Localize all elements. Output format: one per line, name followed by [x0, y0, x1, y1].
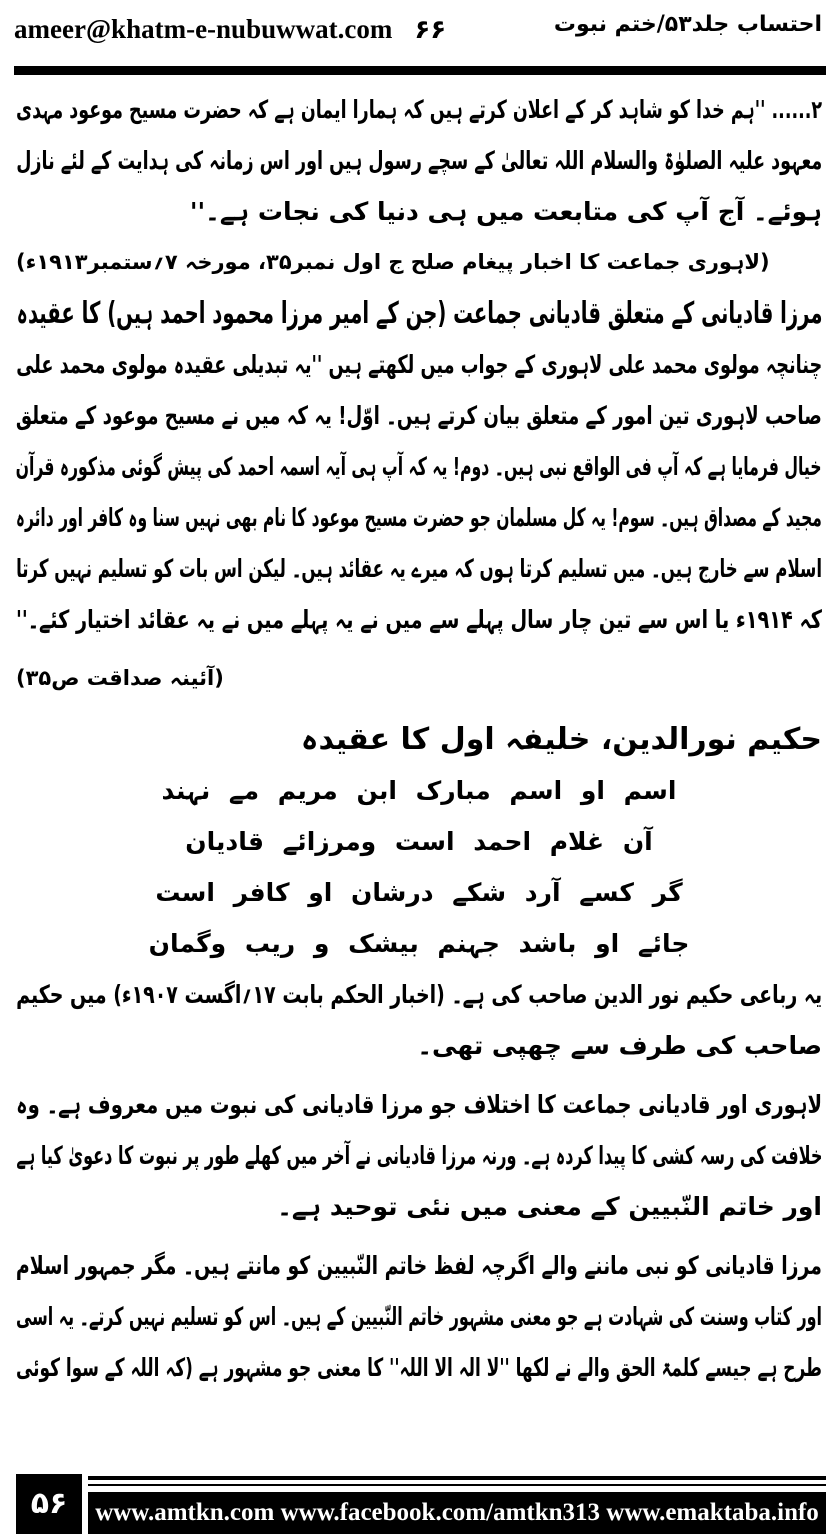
text-line	[16, 1342, 822, 1393]
line-text: یہ رباعی حکیم نور الدین صاحب کی ہے۔ (اخبار الحکم بابت ۱۷؍اگست ۱۹۰۷ء) میں حکیم	[16, 980, 822, 1009]
line-text: اسم او اسم مبارک ابن مریم مے نہند	[161, 776, 677, 805]
line-text: آن غلام احمد است ومرزائے قادیان	[185, 827, 653, 856]
line-text: چنانچہ مولوی محمد علی لاہوری کے جواب میں لکھتے ہیں ''یہ تبدیلی عقیدہ مولوی محمد علی	[16, 350, 822, 379]
text-line	[16, 441, 822, 492]
verse-line	[16, 918, 822, 969]
page-header	[14, 8, 822, 52]
text-line	[16, 1240, 822, 1291]
line-text: مرزا قادیانی کے متعلق قادیانی جماعت (جن کے امیر مرزا محمود احمد ہیں) کا عقیدہ	[16, 296, 822, 331]
text-line	[16, 1130, 822, 1181]
text-line	[16, 594, 822, 645]
line-text: خلافت کی رسہ کشی کا پیدا کردہ ہے۔ ورنہ مرزا قادیانی نے آخر میں کھلے طور پر نبوت کا دعویٰ کیا ہے	[16, 1141, 822, 1170]
header-page-number: ۶۶	[414, 15, 447, 45]
line-text: صاحب کی طرف سے چھپی تھی۔	[417, 1031, 822, 1060]
line-text: ۲...... ''ہم خدا کو شاہد کر کے اعلان کرتے ہیں کہ ہمارا ایمان ہے کہ حضرت مسیح موعود مہدی	[16, 95, 822, 124]
header-book-title: احتساب جلد۵۳/ختم نبوت	[553, 12, 822, 37]
text-line	[16, 1181, 822, 1232]
section-heading	[16, 288, 822, 339]
line-text: گر کسے آرد شکے درشان او کافر است	[155, 878, 683, 907]
text-line	[16, 84, 822, 135]
text-line	[16, 390, 822, 441]
line-text: مرزا قادیانی کو نبی ماننے والے اگرچہ لفظ خاتم النّبیین کو مانتے ہیں۔ مگر جمہور اسلام	[16, 1251, 822, 1280]
citation	[16, 653, 822, 704]
text-line	[16, 1079, 822, 1130]
line-text: صاحب لاہوری تین امور کے متعلق بیان کرتے ہیں۔ اوّل! یہ کہ میں نے مسیح موعود کے متعلق	[16, 401, 822, 430]
page-body	[16, 84, 822, 1393]
footer-rule	[88, 1476, 826, 1480]
text-line	[16, 1020, 822, 1071]
header-email: ameer@khatm-e-nubuwwat.com	[14, 14, 393, 44]
text-line	[16, 969, 822, 1020]
line-text: اور کتاب وسنت کی شہادت ہے جو معنی مشہور خاتم النّبیین کے ہیں۔ اس کو تسلیم نہیں کرتے۔ یہ اسی	[16, 1302, 822, 1331]
section-heading	[16, 714, 822, 765]
page-footer	[16, 1474, 826, 1534]
text-line	[16, 186, 822, 237]
verse-line	[16, 816, 822, 867]
verse-line	[16, 765, 822, 816]
verse-line	[16, 867, 822, 918]
text-line	[16, 492, 822, 543]
header-rule	[14, 66, 826, 75]
line-text: حکیم نورالدین، خلیفہ اول کا عقیدہ	[300, 722, 822, 757]
line-text: خیال فرمایا ہے کہ آپ فی الواقع نبی ہیں۔ دوم! یہ کہ آپ ہی آیہ اسمہ احمد کی پیش گوئی مذکورہ قرآن	[15, 452, 822, 481]
line-text: ہوئے۔ آج آپ کی متابعت میں ہی دنیا کی نجات ہے۔''	[189, 197, 822, 226]
line-text: کہ ۱۹۱۴ء یا اس سے تین چار سال پہلے سے میں نے یہ پہلے میں نے یہ عقائد اختیار کئے۔''	[16, 605, 822, 634]
text-line	[16, 339, 822, 390]
line-text: لاہوری اور قادیانی جماعت کا اختلاف جو مرزا قادیانی کی نبوت میں معروف ہے۔ وہ	[16, 1090, 822, 1119]
text-line	[16, 135, 822, 186]
line-text: (آئینہ صداقت ص۳۵)	[16, 666, 224, 690]
line-text: (لاہوری جماعت کا اخبار پیغام صلح ج اول نمبر۳۵، مورخہ ۷؍ستمبر۱۹۱۳ء)	[16, 250, 770, 274]
citation	[16, 237, 822, 288]
line-text: معہود علیہ الصلوٰۃ والسلام اللہ تعالیٰ کے سچے رسول ہیں اور اس زمانہ کی ہدایت کے لئے نازل	[16, 146, 822, 175]
footer-rule	[88, 1484, 826, 1486]
header-left	[14, 14, 446, 45]
line-text: جائے او باشد جہنم بیشک و ریب وگمان	[148, 929, 690, 958]
text-line	[16, 543, 822, 594]
footer-page-number: ۵۶	[16, 1474, 82, 1534]
line-text: طرح ہے جیسے کلمۃ الحق والے نے لکھا ''لا الہ الا اللہ'' کا معنی جو مشہور ہے (کہ اللہ کے سوا کوئی	[16, 1353, 822, 1382]
line-text: اسلام سے خارج ہیں۔ میں تسلیم کرتا ہوں کہ میرے یہ عقائد ہیں۔ لیکن اس بات کو تسلیم نہیں کرتا	[16, 554, 822, 583]
line-text: مجید کے مصداق ہیں۔ سوم! یہ کل مسلمان جو حضرت مسیح موعود کا نام بھی نہیں سنا وہ کافر اور دائرہ	[16, 503, 822, 532]
text-line	[16, 1291, 822, 1342]
line-text: اور خاتم النّبیین کے معنی میں نئی توحید ہے۔	[277, 1192, 822, 1221]
footer-links: www.amtkn.com www.facebook.com/amtkn313 www.emaktaba.info	[88, 1492, 826, 1534]
